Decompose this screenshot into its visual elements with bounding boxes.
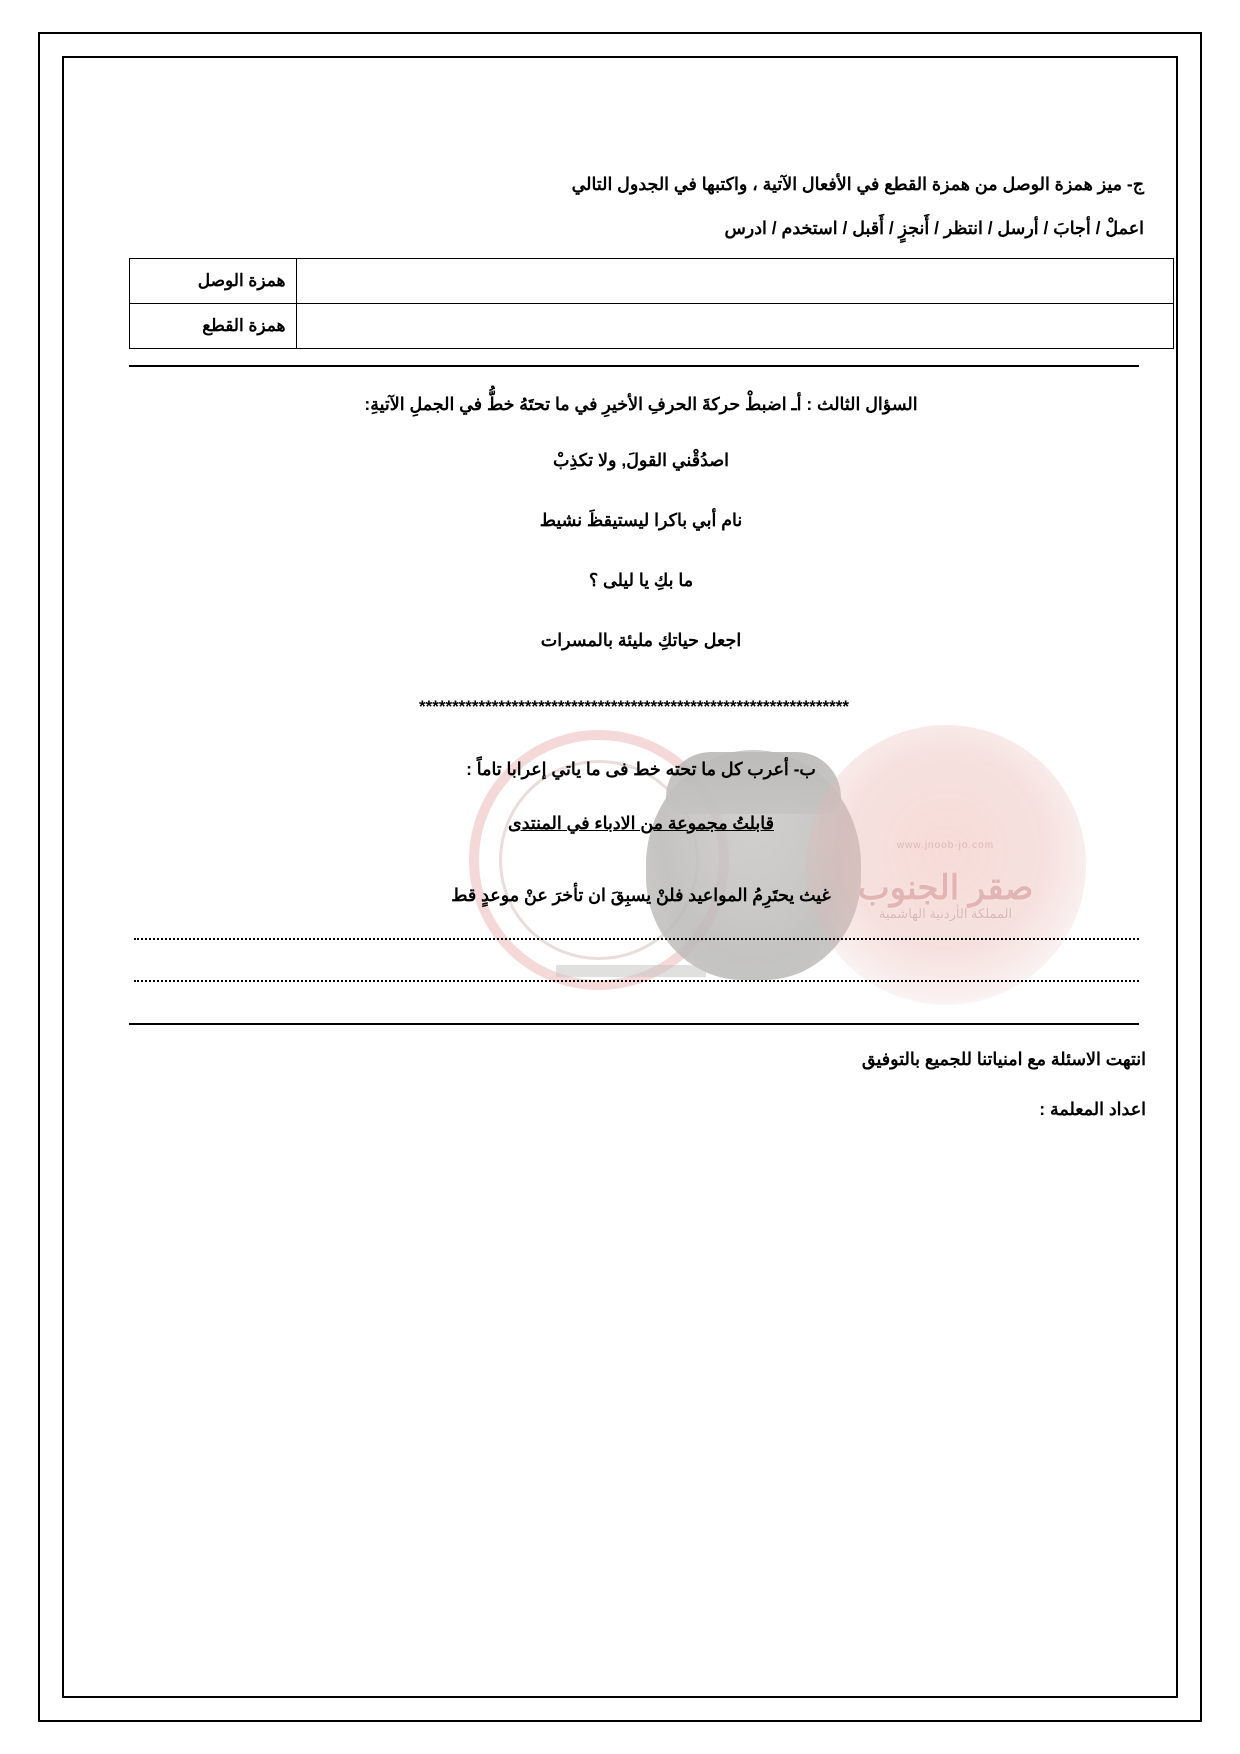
- watermark-strip: [556, 965, 706, 977]
- question-three-heading: السؤال الثالث : أـ اضبطْ حركةَ الحرفِ الأخيرِ في ما تحتَهُ خطُّ في الجملِ الآتيةِ:: [364, 394, 918, 414]
- watermark-subtitle: المملكة الأردنية الهاشمية: [878, 906, 1013, 922]
- question-three-item-3: ما بكِ يا ليلى ؟: [588, 570, 694, 590]
- divider-bottom: [129, 1023, 1139, 1025]
- section-b: [136, 755, 1146, 953]
- question-three-item-4: اجعل حياتكِ مليئة بالمسرات: [540, 630, 742, 650]
- watermark-title-text: صقر الجنوب: [857, 869, 1034, 907]
- section-b-item-1: قابلتُ مجموعة من الادباء في المنتدى: [508, 813, 774, 833]
- table-cell-answer-qat[interactable]: [296, 304, 1173, 349]
- question-three-item-1: اصدُقْني القولَ, ولا تكذِبْ: [552, 450, 730, 470]
- table-row: [130, 259, 1174, 304]
- footer: [136, 1045, 1146, 1123]
- answer-dotted-line-1[interactable]: [134, 938, 1139, 940]
- question-three: [136, 390, 1146, 686]
- document-content: [66, 60, 1174, 1694]
- table-cell-label-wasl: همزة الوصل: [130, 259, 297, 304]
- star-separator: *****************************************************************: [418, 697, 850, 716]
- table-cell-label-qat: همزة القطع: [130, 304, 297, 349]
- section-b-item-2: غيث يحتَرِمُ المواعيد فلنْ يسبِقَ ان تأخرَ عنْ موعدٍ قط: [451, 885, 831, 905]
- section-c: [404, 170, 1144, 242]
- hamza-table: [129, 258, 1174, 349]
- question-three-item-2: نام أبي باكرا ليستيقظَ نشيط: [539, 510, 743, 530]
- watermark-url: www.jnoob-jo.com: [896, 840, 995, 851]
- section-c-verbs: اعملْ / أجابَ / أرسل / انتظر / أَنجزٍ / أَقبل / استخدم / ادرس: [724, 218, 1144, 238]
- divider-top: [129, 365, 1139, 367]
- table-row: [130, 304, 1174, 349]
- table-cell-answer-wasl[interactable]: [296, 259, 1173, 304]
- section-c-instruction: ج- ميز همزة الوصل من همزة القطع في الأفعال الآتية ، واكتبها في الجدول التالي: [571, 174, 1144, 194]
- footer-teacher-line: اعداد المعلمة :: [1039, 1099, 1146, 1119]
- answer-dotted-line-2[interactable]: [134, 980, 1139, 982]
- section-b-heading: ب- أعرب كل ما تحته خط فى ما ياتي إعرابا تاماً :: [466, 759, 816, 779]
- footer-closing-line: انتهت الاسئلة مع امنياتنا للجميع بالتوفيق: [861, 1049, 1146, 1069]
